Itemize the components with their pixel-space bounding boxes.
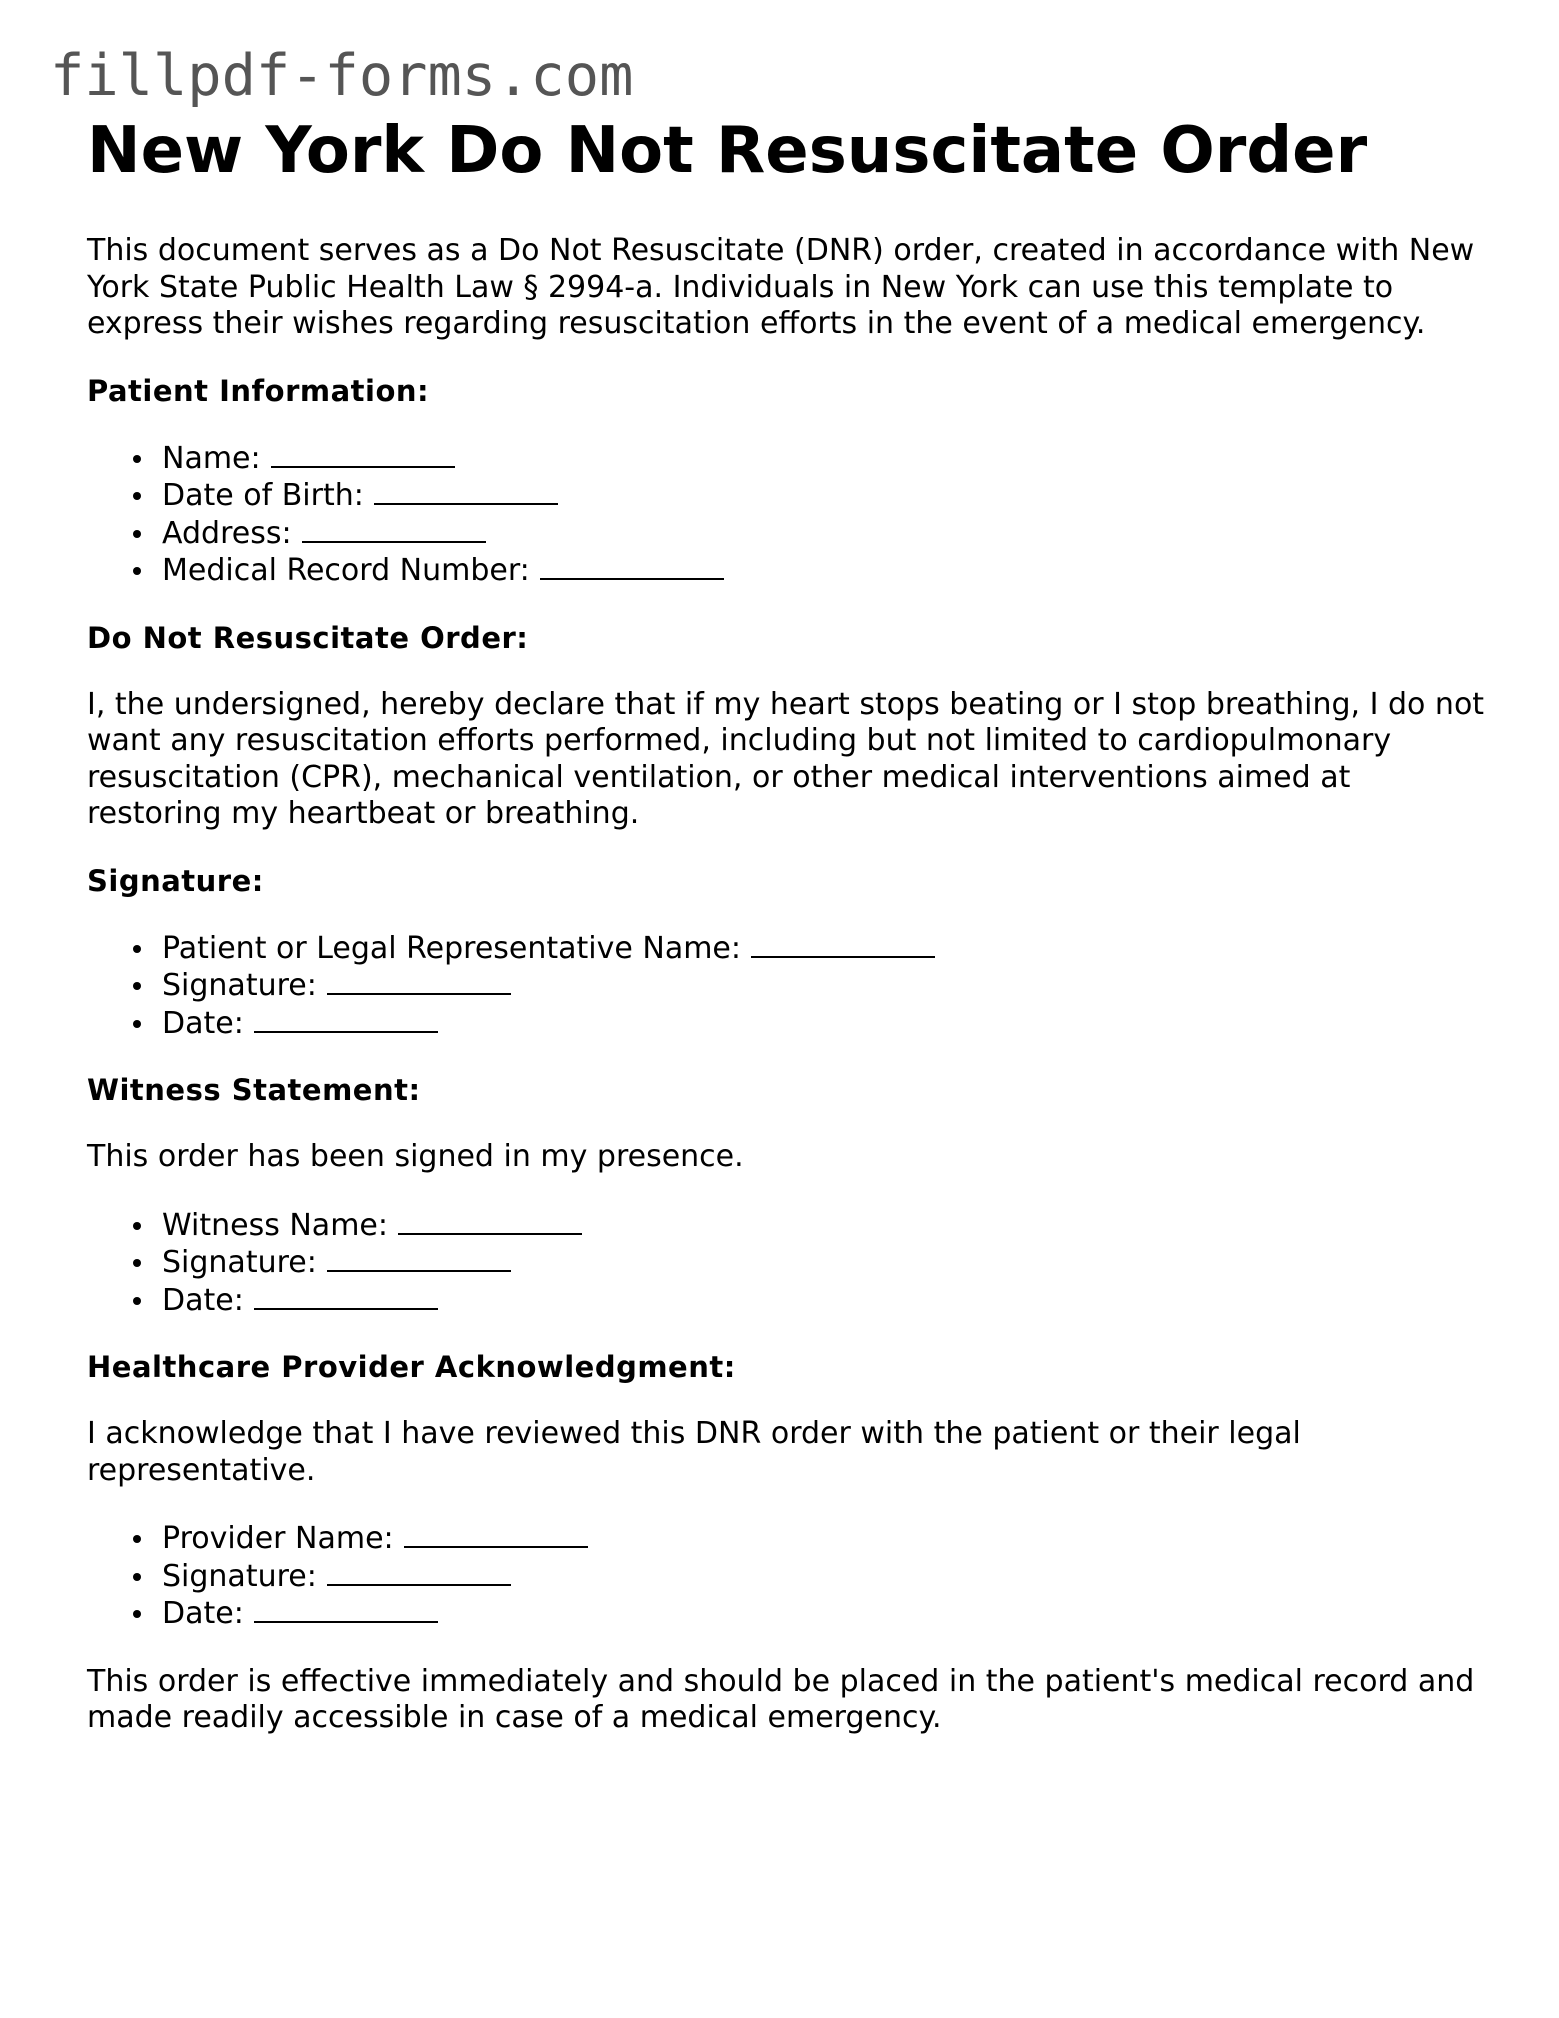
provider-list xyxy=(87,1520,1487,1633)
fill-blank[interactable] xyxy=(540,552,724,580)
patient-info-heading: Patient Information: xyxy=(87,373,430,408)
field-label: Date: xyxy=(162,1282,244,1318)
fill-blank[interactable] xyxy=(751,930,935,958)
dnr-order-text: I, the undersigned, hereby declare that if my heart stops beating or I stop breathing, I do not want any resuscitation efforts performed, including but not limited to cardiopulmonary resuscitation (CPR), mechanical ventilation, or other medical interventions aimed at restoring my heartbeat or breathing. xyxy=(87,686,1485,831)
document-title: New York Do Not Resuscitate Order xyxy=(87,114,1368,188)
field-witness-date xyxy=(162,1282,1487,1320)
field-witness-signature xyxy=(162,1244,1487,1282)
fill-blank[interactable] xyxy=(254,1282,438,1310)
field-provider-signature xyxy=(162,1558,1487,1596)
fill-blank[interactable] xyxy=(271,440,455,468)
dnr-order-heading: Do Not Resuscitate Order: xyxy=(87,620,529,655)
field-label: Date: xyxy=(162,1596,244,1631)
fill-blank[interactable] xyxy=(302,515,486,543)
provider-heading: Healthcare Provider Acknowledgment: xyxy=(87,1350,736,1384)
fill-blank[interactable] xyxy=(254,1005,438,1033)
field-patient-date xyxy=(162,1005,1487,1043)
field-provider-date xyxy=(162,1595,1487,1633)
field-date-of-birth xyxy=(162,477,1487,515)
field-provider-name xyxy=(162,1520,1487,1558)
field-label: Date of Birth: xyxy=(162,478,364,513)
fill-blank[interactable] xyxy=(254,1595,438,1623)
patient-info-list xyxy=(87,440,1487,590)
signature-heading: Signature: xyxy=(87,863,264,898)
fill-blank[interactable] xyxy=(398,1207,582,1235)
field-label: Date: xyxy=(162,1005,244,1041)
field-label: Address: xyxy=(162,515,292,551)
fill-blank[interactable] xyxy=(327,967,511,995)
fill-blank[interactable] xyxy=(404,1520,588,1548)
witness-heading: Witness Statement: xyxy=(87,1073,421,1107)
field-label: Medical Record Number: xyxy=(162,553,530,588)
field-label: Signature: xyxy=(162,1558,317,1594)
fill-blank[interactable] xyxy=(327,1244,511,1272)
field-address xyxy=(162,515,1487,553)
witness-list xyxy=(87,1207,1487,1320)
field-representative-name xyxy=(162,930,1487,968)
document-body xyxy=(87,110,1487,1737)
field-witness-name xyxy=(162,1207,1487,1245)
intro-paragraph: This document serves as a Do Not Resuscitate (DNR) order, created in accordance with New York State Public Health Law § 2994-a. Individuals in New York can use this template to express their wishes regarding resuscitation efforts in the event of a medical emergency. xyxy=(87,233,1475,341)
field-label: Patient or Legal Representative Name: xyxy=(162,930,741,966)
signature-list xyxy=(87,930,1487,1043)
field-label: Witness Name: xyxy=(162,1207,388,1243)
witness-text: This order has been signed in my presence. xyxy=(87,1139,744,1174)
fill-blank[interactable] xyxy=(374,477,558,505)
field-medical-record-number xyxy=(162,552,1487,590)
field-patient-signature xyxy=(162,967,1487,1005)
field-label: Signature: xyxy=(162,968,317,1003)
field-label: Provider Name: xyxy=(162,1521,394,1556)
provider-text: I acknowledge that I have reviewed this DNR order with the patient or their legal representative. xyxy=(87,1416,1301,1488)
field-label: Name: xyxy=(162,440,261,476)
fill-blank[interactable] xyxy=(327,1558,511,1586)
field-patient-name xyxy=(162,440,1487,478)
field-label: Signature: xyxy=(162,1245,317,1280)
closing-paragraph: This order is effective immediately and should be placed in the patient's medical record and made readily accessible in case of a medical emergency. xyxy=(87,1663,1475,1735)
watermark: fillpdf-forms.com xyxy=(50,43,634,109)
